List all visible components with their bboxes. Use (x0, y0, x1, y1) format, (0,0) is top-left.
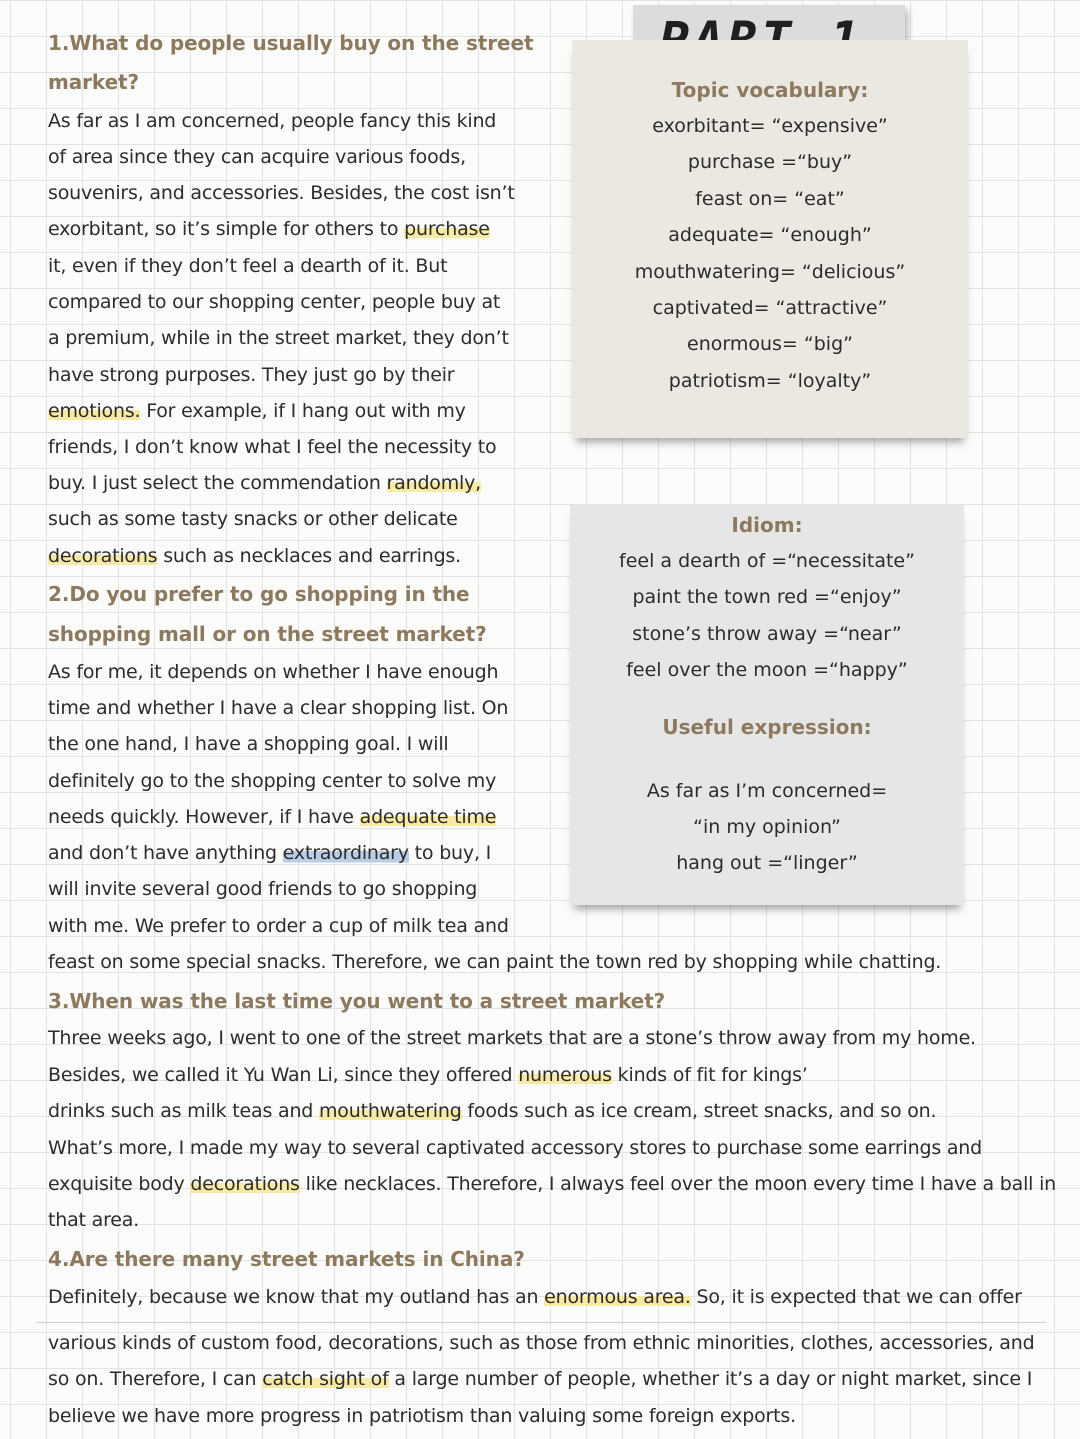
text: Definitely, because we know that my outland has an (48, 1286, 545, 1308)
answer-line (48, 1166, 1056, 1202)
answer-line: As for me, it depends on whether I have enough (48, 661, 499, 683)
vocab-item: exorbitant= “expensive” (652, 115, 888, 137)
text: so on. Therefore, I can (48, 1368, 263, 1390)
text: a large number of people, whether it’s a day or night market, since I (388, 1368, 1033, 1390)
answer-line (48, 1057, 808, 1093)
answer-line (48, 835, 491, 871)
highlight-word: adequate time (359, 806, 497, 828)
vocab-item: mouthwatering= “delicious” (634, 260, 906, 283)
highlight-word: catch sight of (262, 1368, 389, 1390)
idiom-item: paint the town red =“enjoy” (632, 586, 902, 609)
divider (36, 1322, 1046, 1323)
answer-line (48, 799, 496, 835)
idiom-item: feel over the moon =“happy” (626, 659, 908, 682)
text: exorbitant, so it’s simple for others to (48, 218, 405, 240)
useful-expression-title: Useful expression: (662, 714, 872, 739)
vocab-item: patriotism= “loyalty” (668, 369, 872, 392)
idiom-item: feel a dearth of =“necessitate” (619, 550, 915, 572)
text: drinks such as milk teas and (48, 1100, 319, 1122)
answer-line: have strong purposes. They just go by their (48, 364, 455, 386)
useful-expression-item: As far as I’m concerned= (646, 779, 888, 802)
answer-line: As far as I am concerned, people fancy this kind (48, 110, 497, 132)
text: buy. I just select the commendation (48, 472, 387, 494)
highlight-word: decorations (190, 1173, 300, 1195)
vocab-item: purchase =“buy” (687, 151, 853, 174)
answer-line: definitely go to the shopping center to solve my (48, 770, 497, 792)
answer-line: that area. (48, 1209, 140, 1231)
text: exquisite body (48, 1173, 191, 1195)
answer-line: of area since they can acquire various foods, (48, 146, 466, 168)
vocab-item: feast on= “eat” (695, 187, 845, 210)
highlight-word: randomly, (386, 472, 481, 494)
highlight-word: decorations (48, 545, 158, 567)
text: So, it is expected that we can offer (690, 1286, 1022, 1308)
text: foods such as ice cream, street snacks, and so on. (461, 1100, 937, 1122)
text: kinds of fit for kings’ (611, 1064, 808, 1086)
highlight-word: mouthwatering (319, 1100, 462, 1122)
vocab-item: adequate= “enough” (668, 224, 872, 247)
idiom-item: stone’s throw away =“near” (632, 622, 902, 645)
text: For example, if I hang out with my (140, 400, 466, 422)
idiom-title: Idiom: (731, 513, 803, 537)
vocabulary-card (572, 40, 968, 438)
vocab-item: captivated= “attractive” (652, 297, 888, 320)
vocabulary-title: Topic vocabulary: (671, 78, 869, 102)
answer-line (48, 211, 490, 247)
answer-line: What’s more, I made my way to several captivated accessory stores to purchase some earrings and (48, 1137, 983, 1159)
text: and don’t have anything (48, 842, 283, 864)
question-1-title-cont: market? (48, 70, 139, 94)
useful-expression-item: hang out =“linger” (676, 852, 858, 875)
answer-line (48, 393, 466, 429)
answer-line (48, 1093, 936, 1129)
answer-line: will invite several good friends to go shopping (48, 878, 478, 900)
useful-expression-item: “in my opinion” (693, 816, 841, 839)
text: to buy, I (408, 842, 492, 864)
answer-line: friends, I don’t know what I feel the necessity to (48, 436, 497, 458)
highlight-word-blue: extraordinary (282, 842, 409, 864)
highlight-word: enormous area. (544, 1286, 691, 1308)
answer-line: such as some tasty snacks or other delicate (48, 508, 458, 530)
answer-line: with me. We prefer to order a cup of milk tea and (48, 915, 509, 937)
question-3-title: 3.When was the last time you went to a street market? (48, 989, 666, 1013)
text: such as necklaces and earrings. (157, 545, 461, 567)
answer-line: a premium, while in the street market, they don’t (48, 327, 509, 349)
answer-line (48, 1279, 1022, 1315)
question-1-title: 1.What do people usually buy on the street (48, 31, 534, 55)
answer-line: feast on some special snacks. Therefore, we can paint the town red by shopping while chatting. (48, 951, 942, 973)
answer-line: various kinds of custom food, decorations, such as those from ethnic minorities, clothes, accessories, and (48, 1332, 1035, 1354)
question-2-title: 2.Do you prefer to go shopping in the (48, 582, 470, 606)
text: needs quickly. However, if I have (48, 806, 360, 828)
text: like necklaces. Therefore, I always feel over the moon every time I have a ball in (299, 1173, 1056, 1195)
highlight-word: emotions. (48, 400, 141, 422)
answer-line: compared to our shopping center, people buy at (48, 291, 501, 313)
answer-line (48, 465, 481, 501)
answer-line: the one hand, I have a shopping goal. I will (48, 733, 449, 755)
answer-line (48, 1361, 1032, 1397)
text: Besides, we called it Yu Wan Li, since they offered (48, 1064, 519, 1086)
answer-line: believe we have more progress in patriotism than valuing some foreign exports. (48, 1405, 796, 1427)
answer-line: Three weeks ago, I went to one of the street markets that are a stone’s throw away from my home. (48, 1027, 976, 1049)
question-2-title-cont: shopping mall or on the street market? (48, 622, 487, 646)
idiom-card (570, 505, 964, 905)
answer-line: time and whether I have a clear shopping list. On (48, 697, 509, 719)
vocab-item: enormous= “big” (687, 333, 853, 356)
question-4-title: 4.Are there many street markets in China? (48, 1247, 525, 1271)
highlight-word: numerous (518, 1064, 612, 1086)
highlight-word: purchase (404, 218, 490, 240)
answer-line: it, even if they don’t feel a dearth of it. But (48, 255, 448, 277)
answer-line: souvenirs, and accessories. Besides, the cost isn’t (48, 182, 515, 204)
answer-line (48, 538, 461, 574)
